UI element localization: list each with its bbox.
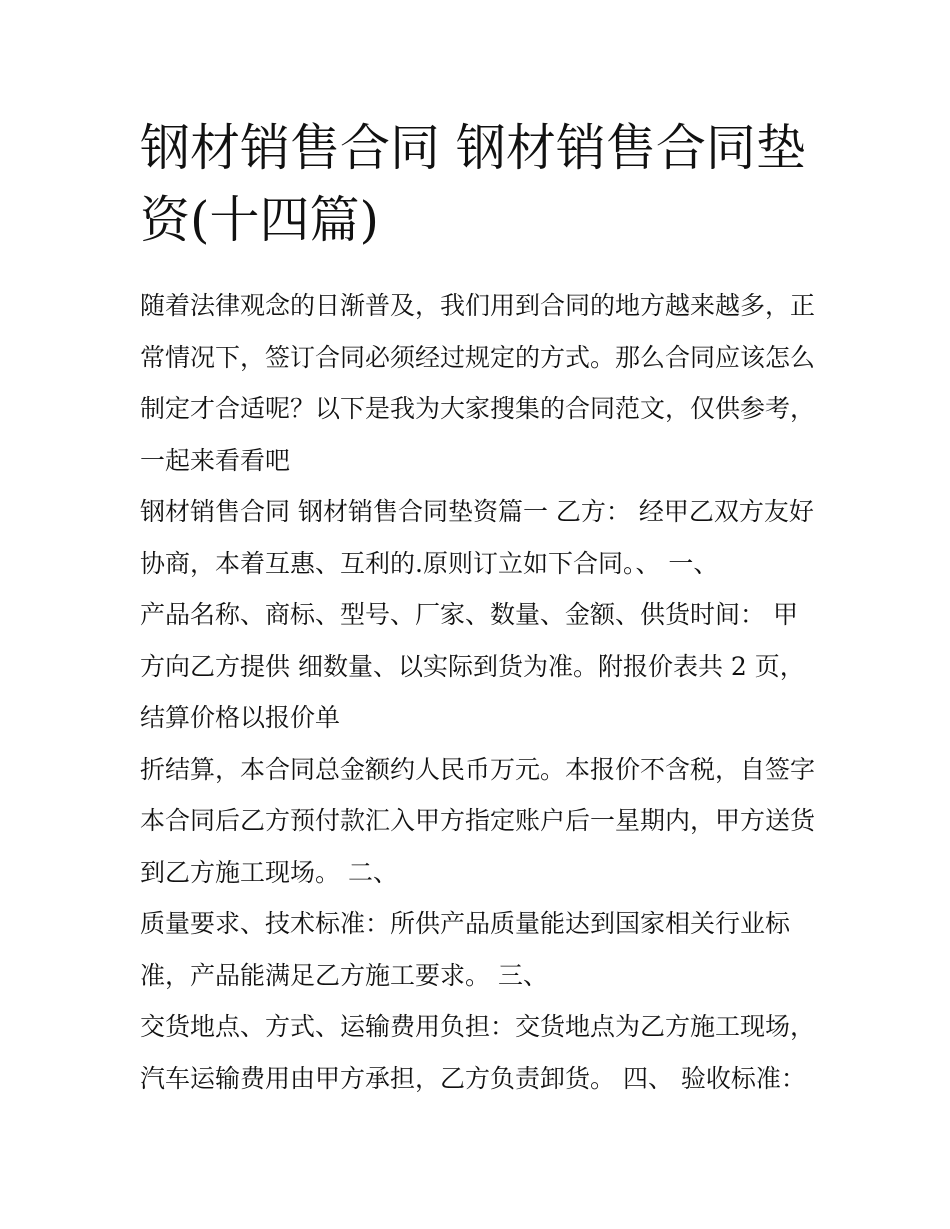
text-line: 折结算，本合同总金额约人民币万元。本报价不含税，自签字: [140, 754, 816, 784]
document-body: [140, 112, 815, 1104]
text-line: 本合同后乙方预付款汇入甲方指定账户后一星期内，甲方送货: [140, 806, 816, 835]
document-title: [140, 112, 815, 256]
text-line: 一起来看看吧: [140, 445, 291, 475]
text-line: 到乙方施工现场。 二、: [140, 857, 398, 887]
text-line: 交货地点、方式、运输费用负担：交货地点为乙方施工现场，: [140, 1012, 816, 1041]
text-line: 准，产品能满足乙方施工要求。 三、: [140, 960, 548, 990]
paragraph-delivery: [140, 1001, 815, 1104]
text-line: 质量要求、技术标准：所供产品质量能达到国家相关行业标: [140, 909, 791, 938]
title-line: 钢材销售合同 钢材销售合同垫: [140, 119, 806, 177]
title-line: 资(十四篇): [140, 191, 380, 249]
paragraph-settlement: [140, 744, 815, 899]
text-line: 协商，本着互惠、互利的.原则订立如下合同。、 一、: [140, 548, 719, 578]
paragraph-intro: [140, 280, 815, 486]
paragraph-part-one: [140, 486, 815, 589]
text-line: 随着法律观念的日渐普及，我们用到合同的地方越来越多，正: [140, 291, 816, 320]
paragraph-quality: [140, 898, 815, 1001]
text-line: 方向乙方提供 细数量、以实际到货为准。附报价表共 2 页，: [140, 651, 805, 681]
text-line: 汽车运输费用由甲方承担，乙方负责卸货。 四、 验收标准：: [140, 1063, 806, 1093]
text-line: 制定才合适呢？以下是我为大家搜集的合同范文，仅供参考，: [140, 394, 816, 423]
text-line: 常情况下，签订合同必须经过规定的方式。那么合同应该怎么: [140, 342, 816, 372]
text-line: 钢材销售合同 钢材销售合同垫资篇一 乙方： 经甲乙双方友好: [140, 497, 814, 526]
text-line: 产品名称、商标、型号、厂家、数量、金额、供货时间： 甲: [140, 600, 798, 629]
paragraph-product-info: [140, 589, 815, 744]
text-line: 结算价格以报价单: [140, 703, 341, 732]
